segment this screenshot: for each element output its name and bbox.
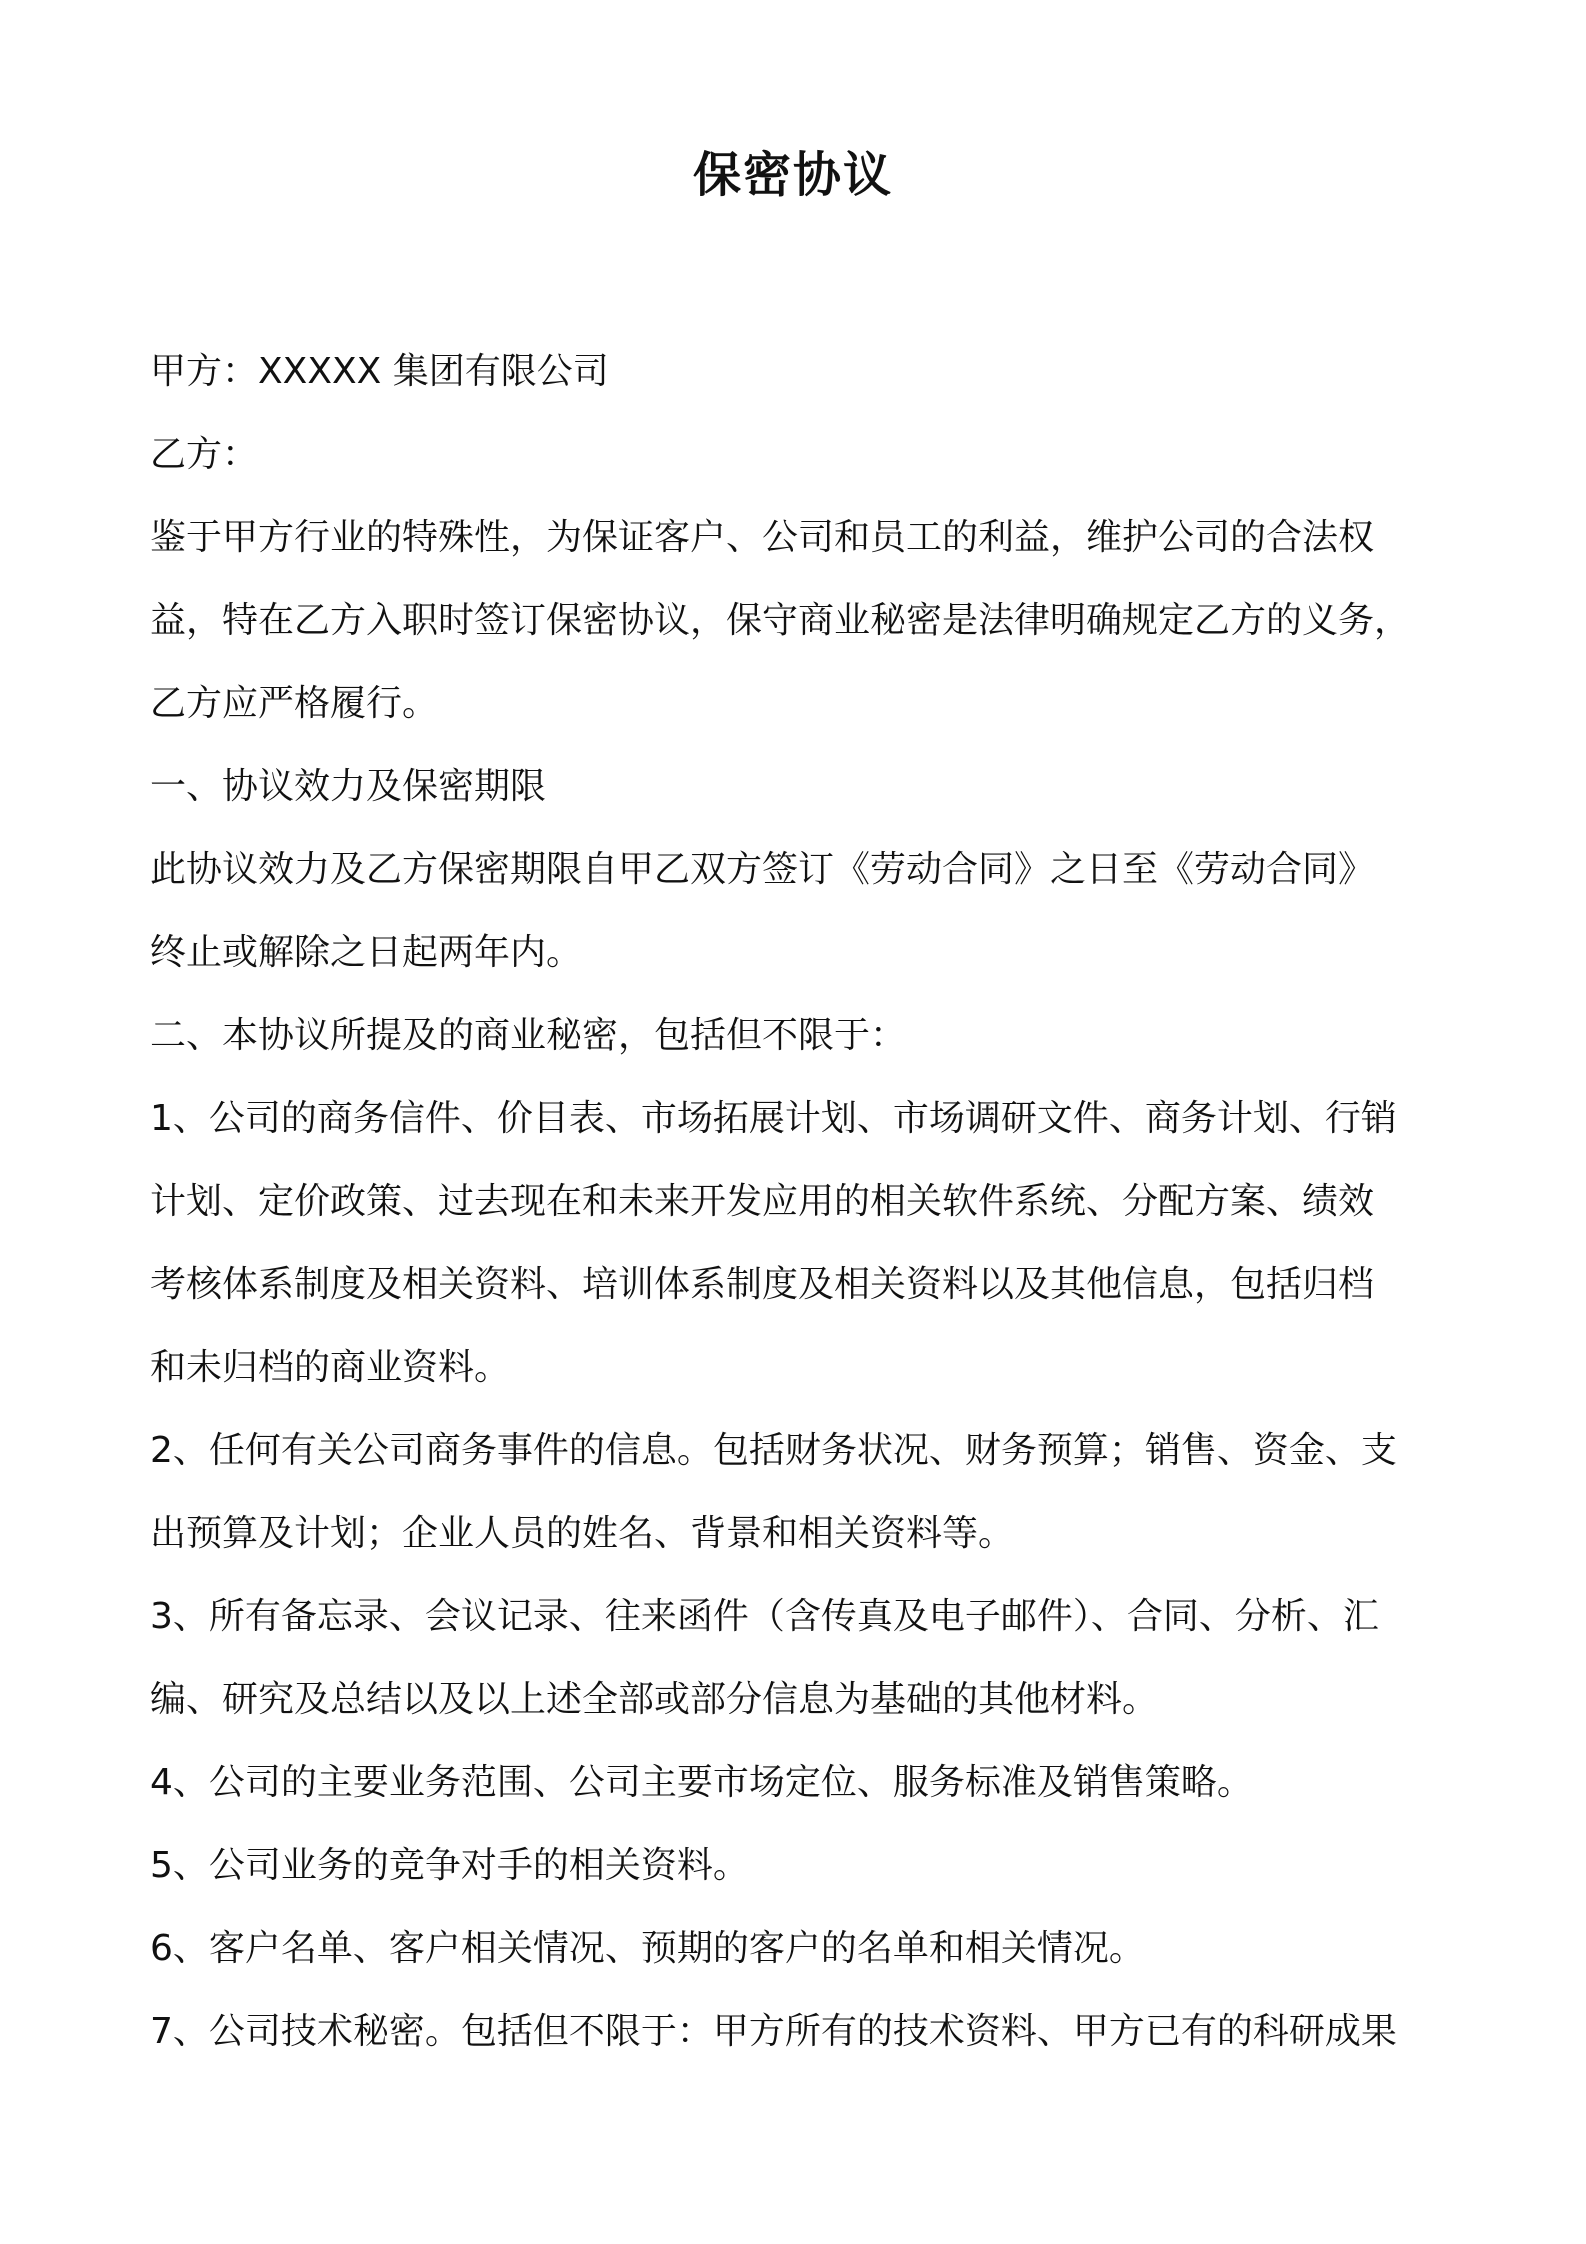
list-item-2-line: 出预算及计划；企业人员的姓名、背景和相关资料等。 [150, 1513, 1015, 1554]
preamble-line: 鉴于甲方行业的特殊性，为保证客户、公司和员工的利益，维护公司的合法权 [150, 517, 1375, 558]
list-item-1-line: 考核体系制度及相关资料、培训体系制度及相关资料以及其他信息，包括归档 [150, 1264, 1375, 1305]
list-item-6 [150, 1907, 1450, 1990]
party-b-line [150, 413, 1450, 496]
list-item-2 [150, 1409, 1450, 1575]
list-item-4-line: 4、公司的主要业务范围、公司主要市场定位、服务标准及销售策略。 [150, 1762, 1253, 1803]
party-a-text: 甲方：XXXXX 集团有限公司 [150, 351, 609, 392]
list-item-1-line: 1、公司的商务信件、价目表、市场拓展计划、市场调研文件、商务计划、行销 [150, 1098, 1397, 1139]
preamble-line: 益，特在乙方入职时签订保密协议，保守商业秘密是法律明确规定乙方的义务， [150, 600, 1411, 641]
party-a-line [150, 330, 1450, 413]
list-item-1-line: 和未归档的商业资料。 [150, 1347, 511, 1388]
preamble-line: 乙方应严格履行。 [150, 683, 439, 724]
section-1-heading [150, 745, 1450, 828]
list-item-7-line: 7、公司技术秘密。包括但不限于：甲方所有的技术资料、甲方已有的科研成果 [150, 2011, 1397, 2052]
section-2-heading [150, 994, 1450, 1077]
list-item-1 [150, 1077, 1450, 1409]
section-1-line: 终止或解除之日起两年内。 [150, 932, 583, 973]
section-1-line: 此协议效力及乙方保密期限自甲乙双方签订《劳动合同》之日至《劳动合同》 [150, 849, 1375, 890]
list-item-7 [150, 1990, 1450, 2073]
document-title: 保密协议 [692, 147, 893, 203]
section-1-body [150, 828, 1450, 994]
list-item-6-line: 6、客户名单、客户相关情况、预期的客户的名单和相关情况。 [150, 1928, 1145, 1969]
list-item-5-line: 5、公司业务的竞争对手的相关资料。 [150, 1845, 749, 1886]
document-body [150, 330, 1450, 2073]
section-2-heading-text: 二、本协议所提及的商业秘密，包括但不限于： [150, 1015, 907, 1056]
section-1-heading-text: 一、协议效力及保密期限 [150, 766, 547, 807]
list-item-4 [150, 1741, 1450, 1824]
list-item-2-line: 2、任何有关公司商务事件的信息。包括财务状况、财务预算；销售、资金、支 [150, 1430, 1397, 1471]
preamble-paragraph [150, 496, 1450, 745]
list-item-3-line: 编、研究及总结以及以上述全部或部分信息为基础的其他材料。 [150, 1679, 1159, 1720]
list-item-5 [150, 1824, 1450, 1907]
list-item-3-line: 3、所有备忘录、会议记录、往来函件（含传真及电子邮件）、合同、分析、汇 [150, 1596, 1379, 1637]
list-item-3 [150, 1575, 1450, 1741]
list-item-1-line: 计划、定价政策、过去现在和未来开发应用的相关软件系统、分配方案、绩效 [150, 1181, 1375, 1222]
party-b-text: 乙方： [150, 434, 259, 475]
